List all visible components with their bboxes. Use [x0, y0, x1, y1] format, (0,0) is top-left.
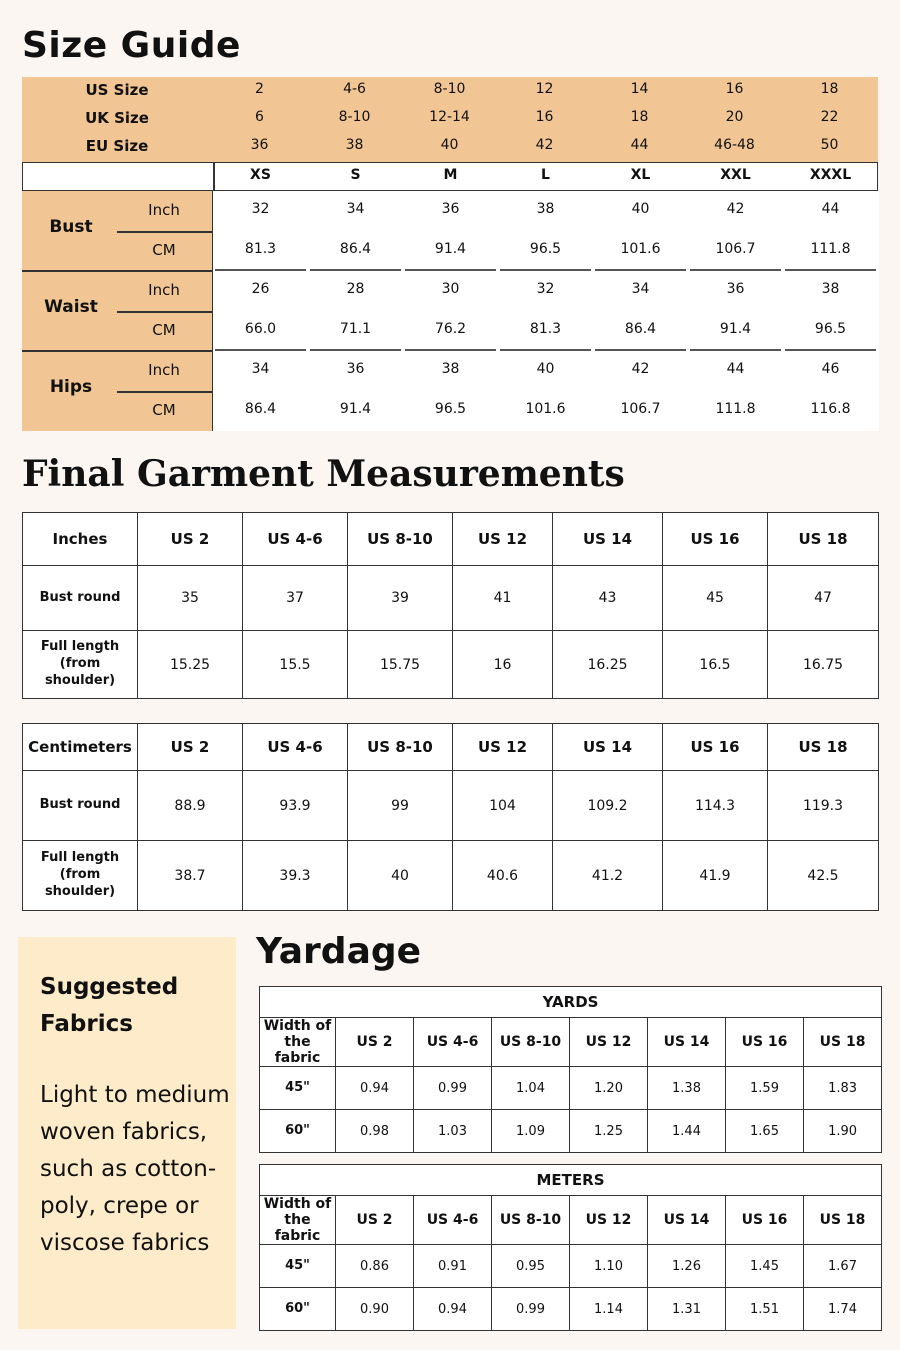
column-header: US 2	[138, 513, 243, 566]
size-value: 50	[820, 137, 839, 153]
table-cell: 0.98	[336, 1110, 414, 1153]
inch-value: 36	[441, 201, 460, 217]
table-row	[23, 566, 879, 631]
size-value: 4-6	[343, 81, 366, 97]
inch-value: 44	[821, 201, 840, 217]
cm-value: 81.3	[244, 241, 277, 257]
cm-value: 96.5	[529, 241, 562, 257]
inch-value: 38	[536, 201, 555, 217]
unit-separator	[117, 391, 212, 393]
inch-value: 32	[251, 201, 270, 217]
letter-size: XS	[250, 167, 271, 183]
size-value: 12-14	[429, 109, 470, 125]
table-cell: 1.03	[414, 1110, 492, 1153]
table-cell: 93.9	[243, 771, 348, 841]
table-cell: 1.31	[648, 1288, 726, 1331]
unit-cm-label: CM	[152, 241, 176, 259]
cm-value: 116.8	[810, 401, 851, 417]
table-cell: 1.38	[648, 1067, 726, 1110]
row-label: 60"	[260, 1110, 336, 1153]
column-header: US 4-6	[414, 1196, 492, 1245]
meters-table	[259, 1164, 882, 1331]
table-cell: 88.9	[138, 771, 243, 841]
table-cell: 39	[348, 566, 453, 631]
table-cell: 1.04	[492, 1067, 570, 1110]
row-label: 60"	[260, 1288, 336, 1331]
table-row	[23, 631, 879, 699]
letter-size: XL	[630, 167, 651, 183]
cm-value: 66.0	[244, 321, 277, 337]
row-label: 45"	[260, 1067, 336, 1110]
suggested-fabrics-description: Light to medium woven fabrics, such as cotton-poly, crepe or viscose fabrics	[40, 1082, 230, 1256]
size-value: 8-10	[433, 81, 466, 97]
column-header: US 8-10	[348, 724, 453, 771]
column-header: US 16	[726, 1018, 804, 1067]
header-row	[260, 1196, 882, 1245]
letter-size: S	[350, 167, 361, 183]
size-value: 6	[255, 109, 264, 125]
inch-value: 36	[346, 361, 365, 377]
table-cell: 1.74	[804, 1288, 882, 1331]
table-cell: 1.26	[648, 1245, 726, 1288]
table-cell: 104	[453, 771, 553, 841]
header-row	[23, 724, 879, 771]
corner-label: Inches	[23, 513, 138, 566]
inch-value: 34	[346, 201, 365, 217]
row-separator	[785, 269, 876, 271]
cm-value: 106.7	[715, 241, 756, 257]
table-cell: 41	[453, 566, 553, 631]
cm-value: 81.3	[529, 321, 562, 337]
measure-bust-label: Bust	[49, 217, 93, 237]
column-header: US 12	[570, 1196, 648, 1245]
unit-separator	[117, 311, 212, 313]
letter-size-row	[22, 162, 878, 191]
size-system-label: EU Size	[85, 137, 149, 155]
inch-value: 38	[821, 281, 840, 297]
table-cell: 0.91	[414, 1245, 492, 1288]
table-row	[260, 1288, 882, 1331]
row-separator	[310, 269, 401, 271]
table-cell: 35	[138, 566, 243, 631]
measure-waist-label: Waist	[44, 297, 98, 317]
size-value: 14	[630, 81, 649, 97]
size-value: 18	[630, 109, 649, 125]
table-row	[23, 841, 879, 911]
column-header: US 18	[768, 513, 879, 566]
row-separator	[500, 269, 591, 271]
size-value: 38	[345, 137, 364, 153]
table-caption: METERS	[260, 1165, 882, 1196]
column-header: US 14	[648, 1018, 726, 1067]
final-inches-table	[22, 512, 879, 699]
table-cell: 1.90	[804, 1110, 882, 1153]
measure-hips-label: Hips	[49, 377, 93, 397]
size-guide-title: Size Guide	[22, 25, 241, 66]
cm-value: 111.8	[810, 241, 851, 257]
group-separator	[22, 350, 212, 352]
cm-value: 101.6	[620, 241, 661, 257]
table-cell: 0.99	[414, 1067, 492, 1110]
column-header: US 8-10	[492, 1196, 570, 1245]
letter-size: XXXL	[809, 167, 852, 183]
row-separator	[785, 349, 876, 351]
table-row	[260, 1110, 882, 1153]
letter-size: XXL	[720, 167, 751, 183]
unit-separator	[117, 231, 212, 233]
table-cell: 39.3	[243, 841, 348, 911]
cm-value: 101.6	[525, 401, 566, 417]
table-cell: 15.5	[243, 631, 348, 699]
group-separator	[22, 270, 212, 272]
table-cell: 38.7	[138, 841, 243, 911]
unit-cm-label: CM	[152, 321, 176, 339]
column-header: US 12	[570, 1018, 648, 1067]
size-value: 18	[820, 81, 839, 97]
column-header: US 2	[138, 724, 243, 771]
cm-value: 91.4	[434, 241, 467, 257]
table-cell: 1.51	[726, 1288, 804, 1331]
table-cell: 1.44	[648, 1110, 726, 1153]
yards-table	[259, 986, 882, 1153]
yardage-title: Yardage	[256, 931, 422, 972]
inch-value: 36	[726, 281, 745, 297]
table-cell: 40.6	[453, 841, 553, 911]
table-cell: 16.25	[553, 631, 663, 699]
table-cell: 1.67	[804, 1245, 882, 1288]
header-row	[260, 1018, 882, 1067]
size-value: 12	[535, 81, 554, 97]
table-cell: 1.20	[570, 1067, 648, 1110]
unit-cm-label: CM	[152, 401, 176, 419]
table-cell: 16.5	[663, 631, 768, 699]
size-value: 44	[630, 137, 649, 153]
table-cell: 0.90	[336, 1288, 414, 1331]
column-header: US 18	[804, 1018, 882, 1067]
table-cell: 1.65	[726, 1110, 804, 1153]
column-header: US 18	[804, 1196, 882, 1245]
column-header: US 16	[663, 724, 768, 771]
suggested-fabrics-panel	[18, 937, 236, 1329]
table-row	[260, 1245, 882, 1288]
inch-value: 40	[536, 361, 555, 377]
cm-value: 86.4	[244, 401, 277, 417]
row-separator	[500, 349, 591, 351]
cm-value: 96.5	[434, 401, 467, 417]
inch-value: 42	[631, 361, 650, 377]
table-cell: 43	[553, 566, 663, 631]
row-label: Bust round	[23, 566, 138, 631]
column-header: US 16	[726, 1196, 804, 1245]
cm-value: 91.4	[339, 401, 372, 417]
column-header: US 14	[648, 1196, 726, 1245]
row-separator	[405, 349, 496, 351]
table-cell: 0.86	[336, 1245, 414, 1288]
column-header: US 16	[663, 513, 768, 566]
corner-label: Width of the fabric	[260, 1196, 336, 1245]
table-cell: 37	[243, 566, 348, 631]
table-cell: 0.95	[492, 1245, 570, 1288]
table-cell: 1.83	[804, 1067, 882, 1110]
final-garment-title: Final Garment Measurements	[22, 453, 625, 495]
cm-value: 86.4	[624, 321, 657, 337]
table-cell: 114.3	[663, 771, 768, 841]
caption-row	[260, 1165, 882, 1196]
size-value: 40	[440, 137, 459, 153]
cm-value: 86.4	[339, 241, 372, 257]
inch-value: 32	[536, 281, 555, 297]
row-label: Bust round	[23, 771, 138, 841]
size-value: 16	[725, 81, 744, 97]
size-value: 16	[535, 109, 554, 125]
table-cell: 15.75	[348, 631, 453, 699]
cm-value: 96.5	[814, 321, 847, 337]
measurement-labels	[22, 191, 212, 431]
table-cell: 45	[663, 566, 768, 631]
row-separator	[595, 269, 686, 271]
size-system-label: UK Size	[85, 109, 149, 127]
table-cell: 99	[348, 771, 453, 841]
table-row	[23, 771, 879, 841]
size-value: 36	[250, 137, 269, 153]
table-cell: 1.10	[570, 1245, 648, 1288]
header-row	[23, 513, 879, 566]
inch-value: 34	[251, 361, 270, 377]
row-label: Full length (from shoulder)	[23, 841, 138, 911]
table-cell: 42.5	[768, 841, 879, 911]
column-header: US 12	[453, 724, 553, 771]
column-header: US 12	[453, 513, 553, 566]
size-value: 2	[255, 81, 264, 97]
column-header: US 2	[336, 1196, 414, 1245]
unit-inch-label: Inch	[148, 201, 180, 219]
inch-value: 30	[441, 281, 460, 297]
inch-value: 44	[726, 361, 745, 377]
size-value: 8-10	[338, 109, 371, 125]
row-separator	[690, 269, 781, 271]
size-conversion-header	[22, 77, 878, 162]
row-separator	[405, 269, 496, 271]
size-value: 46-48	[714, 137, 755, 153]
unit-inch-label: Inch	[148, 361, 180, 379]
table-cell: 16.75	[768, 631, 879, 699]
size-value: 42	[535, 137, 554, 153]
table-cell: 0.99	[492, 1288, 570, 1331]
inch-value: 40	[631, 201, 650, 217]
table-cell: 1.09	[492, 1110, 570, 1153]
column-header: US 4-6	[243, 724, 348, 771]
row-separator	[595, 349, 686, 351]
inch-value: 38	[441, 361, 460, 377]
column-header: US 4-6	[243, 513, 348, 566]
cm-value: 106.7	[620, 401, 661, 417]
size-value: 22	[820, 109, 839, 125]
letter-size: M	[443, 167, 458, 183]
table-cell: 109.2	[553, 771, 663, 841]
cm-value: 111.8	[715, 401, 756, 417]
table-cell: 1.45	[726, 1245, 804, 1288]
table-cell: 119.3	[768, 771, 879, 841]
cm-value: 76.2	[434, 321, 467, 337]
row-separator	[215, 349, 306, 351]
table-cell: 15.25	[138, 631, 243, 699]
final-centimeters-table	[22, 723, 879, 911]
table-caption: YARDS	[260, 987, 882, 1018]
cm-value: 71.1	[339, 321, 372, 337]
size-system-label: US Size	[85, 81, 149, 99]
table-cell: 1.25	[570, 1110, 648, 1153]
table-cell: 41.9	[663, 841, 768, 911]
inch-value: 34	[631, 281, 650, 297]
size-guide-table	[22, 77, 878, 431]
column-header: US 8-10	[492, 1018, 570, 1067]
table-cell: 47	[768, 566, 879, 631]
suggested-fabrics-title: Suggested Fabrics	[40, 974, 179, 1037]
cm-value: 91.4	[719, 321, 752, 337]
row-separator	[215, 269, 306, 271]
table-cell: 41.2	[553, 841, 663, 911]
corner-label: Centimeters	[23, 724, 138, 771]
column-header: US 18	[768, 724, 879, 771]
table-cell: 16	[453, 631, 553, 699]
corner-label: Width of the fabric	[260, 1018, 336, 1067]
size-value: 20	[725, 109, 744, 125]
inch-value: 46	[821, 361, 840, 377]
letter-size: L	[541, 167, 550, 183]
column-header: US 2	[336, 1018, 414, 1067]
table-row	[260, 1067, 882, 1110]
inch-value: 26	[251, 281, 270, 297]
column-header: US 4-6	[414, 1018, 492, 1067]
row-label: Full length (from shoulder)	[23, 631, 138, 699]
inch-value: 28	[346, 281, 365, 297]
caption-row	[260, 987, 882, 1018]
table-cell: 0.94	[414, 1288, 492, 1331]
inch-value: 42	[726, 201, 745, 217]
measurement-values	[212, 191, 879, 431]
row-separator	[310, 349, 401, 351]
column-header: US 14	[553, 724, 663, 771]
column-header: US 8-10	[348, 513, 453, 566]
row-separator	[690, 349, 781, 351]
table-cell: 1.59	[726, 1067, 804, 1110]
table-cell: 1.14	[570, 1288, 648, 1331]
table-cell: 0.94	[336, 1067, 414, 1110]
row-label: 45"	[260, 1245, 336, 1288]
table-cell: 40	[348, 841, 453, 911]
column-header: US 14	[553, 513, 663, 566]
unit-inch-label: Inch	[148, 281, 180, 299]
